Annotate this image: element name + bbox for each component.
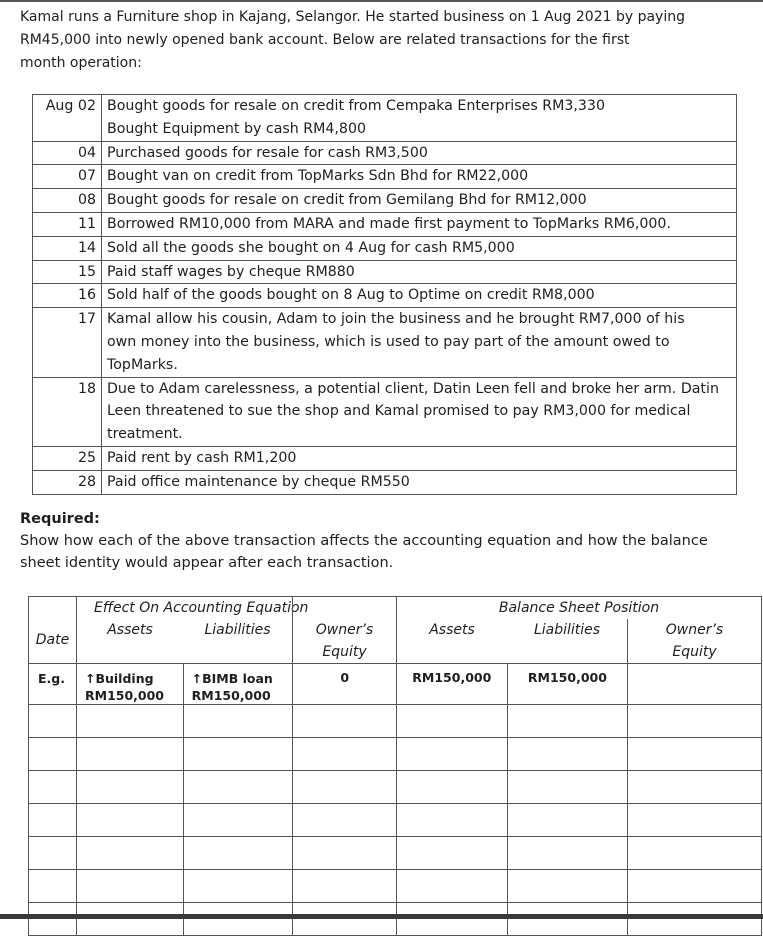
position-group-header [397,597,762,664]
answer-cell[interactable] [507,705,628,738]
answer-cell[interactable] [397,903,508,936]
answer-cell[interactable] [77,903,184,936]
answer-cell[interactable] [628,903,762,936]
transaction-date: 25 [33,446,102,470]
transaction-text: Borrowed RM10,000 from MARA and made first payment to TopMarks RM6,000. [102,212,737,236]
answer-cell[interactable] [507,771,628,804]
answer-row [29,804,762,837]
answer-cell[interactable] [77,870,184,903]
answer-cell[interactable] [628,837,762,870]
col-bs-equity-label-b: Equity [672,644,717,660]
answer-row [29,870,762,903]
col-assets-header: Assets [107,622,153,638]
transaction-date: 18 [33,377,102,446]
required-heading: Required: [20,511,100,527]
effect-group-title: Effect On Accounting Equation [94,600,309,616]
answer-row [29,705,762,738]
transaction-line: TopMarks. [107,356,178,373]
answer-cell[interactable] [29,870,77,903]
answer-cell[interactable] [507,903,628,936]
transaction-text [102,308,737,377]
answer-table [28,596,762,936]
answer-cell[interactable] [628,738,762,771]
answer-cell[interactable] [628,705,762,738]
effect-group-header [77,597,397,664]
col-bs-equity-label-a: Owner’s [665,622,724,638]
transaction-line: Bought Equipment by cash RM4,800 [107,120,367,137]
transaction-row [33,446,737,470]
transaction-row [33,284,737,308]
answer-cell[interactable] [293,837,397,870]
transaction-line: Kamal allow his cousin, Adam to join the business and he brought RM7,000 of his [107,311,685,328]
transaction-date: 17 [33,308,102,377]
transaction-date: 28 [33,470,102,494]
transaction-row [33,95,737,142]
answer-cell[interactable] [397,804,508,837]
transactions-table [32,94,737,495]
answer-cell[interactable] [183,903,293,936]
answer-row [29,837,762,870]
transaction-text: Bought van on credit from TopMarks Sdn Bhd for RM22,000 [102,165,737,189]
transaction-line: own money into the business, which is used to pay part of the amount owed to [107,333,670,350]
answer-cell[interactable] [628,771,762,804]
answer-cell[interactable] [507,837,628,870]
col-bs-equity-header [627,619,761,663]
answer-cell[interactable] [507,870,628,903]
col-date-header: Date [29,597,77,664]
transaction-row [33,377,737,446]
transaction-date: 11 [33,212,102,236]
transaction-text: Paid rent by cash RM1,200 [102,446,737,470]
answer-cell[interactable] [397,738,508,771]
transaction-row [33,470,737,494]
transaction-text: Sold all the goods she bought on 4 Aug for cash RM5,000 [102,236,737,260]
col-equity-header [292,597,396,663]
example-row [29,664,762,705]
answer-row [29,903,762,936]
col-liabilities-header: Liabilities [204,622,271,638]
transaction-text: Bought goods for resale on credit from Gemilang Bhd for RM12,000 [102,189,737,213]
answer-cell[interactable] [77,771,184,804]
col-equity-label-a: Owner’s [315,622,374,638]
answer-cell[interactable] [507,738,628,771]
transaction-text: Purchased goods for resale for cash RM3,500 [102,141,737,165]
answer-cell[interactable] [397,837,508,870]
example-liab-amount: RM150,000 [191,688,271,703]
transaction-text [102,95,737,142]
answer-cell[interactable] [507,804,628,837]
answer-cell[interactable] [183,738,293,771]
answer-cell[interactable] [77,738,184,771]
col-bs-liabilities-header: Liabilities [533,622,601,638]
position-group-title: Balance Sheet Position [498,600,660,616]
example-equity: 0 [293,664,397,705]
example-bs-liabilities: RM150,000 [507,664,628,705]
required-line-2: sheet identity would appear after each transaction. [20,555,394,571]
transaction-date: 16 [33,284,102,308]
answer-cell[interactable] [293,771,397,804]
answer-cell[interactable] [77,804,184,837]
answer-cell[interactable] [29,705,77,738]
answer-cell[interactable] [77,837,184,870]
example-assets [77,664,184,705]
transaction-line: Due to Adam carelessness, a potential client, Datin Leen fell and broke her arm. Datin [107,380,719,397]
example-assets-amount: RM150,000 [85,688,164,703]
transaction-row [33,308,737,377]
transaction-text: Paid office maintenance by cheque RM550 [102,470,737,494]
answer-cell[interactable] [77,705,184,738]
bottom-border [0,914,763,919]
transaction-row [33,212,737,236]
answer-cell[interactable] [29,903,77,936]
answer-cell[interactable] [183,771,293,804]
example-bs-assets: RM150,000 [397,664,508,705]
answer-cell[interactable] [183,870,293,903]
answer-header-row [29,597,762,664]
col-bs-assets-header: Assets [429,622,475,638]
transaction-date: 14 [33,236,102,260]
answer-cell[interactable] [628,870,762,903]
answer-cell[interactable] [397,705,508,738]
example-date: E.g. [29,664,77,705]
answer-cell[interactable] [293,870,397,903]
transaction-row [33,236,737,260]
answer-cell[interactable] [29,738,77,771]
transaction-date: 04 [33,141,102,165]
answer-cell[interactable] [293,705,397,738]
transaction-text: Sold half of the goods bought on 8 Aug to Optime on credit RM8,000 [102,284,737,308]
col-equity-label-b: Equity [322,644,367,660]
transaction-date: 07 [33,165,102,189]
intro-line-3: month operation: [20,55,142,71]
answer-cell[interactable] [29,837,77,870]
answer-cell[interactable] [293,903,397,936]
required-instructions [20,530,720,574]
intro-paragraph [20,6,720,75]
transaction-line: Bought goods for resale on credit from Cempaka Enterprises RM3,330 [107,98,605,114]
answer-cell[interactable] [628,804,762,837]
required-line-1: Show how each of the above transaction affects the accounting equation and how the balance [20,533,708,549]
answer-cell[interactable] [183,705,293,738]
top-border [0,0,763,2]
transaction-text: Paid staff wages by cheque RM880 [102,260,737,284]
answer-cell[interactable] [293,738,397,771]
example-bs-equity [628,664,762,705]
transaction-text [102,377,737,446]
example-assets-change: ↑Building [85,671,154,686]
transaction-row [33,260,737,284]
transaction-date: 08 [33,189,102,213]
transaction-date: Aug 02 [33,95,102,142]
example-liabilities [183,664,293,705]
transaction-row [33,141,737,165]
answer-cell[interactable] [397,771,508,804]
transaction-line: treatment. [107,426,183,443]
answer-cell[interactable] [293,804,397,837]
intro-line-1: Kamal runs a Furniture shop in Kajang, Selangor. He started business on 1 Aug 2021 by paying [20,9,685,25]
answer-cell[interactable] [29,771,77,804]
transaction-line: Leen threatened to sue the shop and Kamal promised to pay RM3,000 for medical [107,403,691,420]
answer-row [29,738,762,771]
answer-cell[interactable] [183,837,293,870]
answer-cell[interactable] [29,804,77,837]
answer-cell[interactable] [183,804,293,837]
transaction-row [33,165,737,189]
transaction-row [33,189,737,213]
transaction-date: 15 [33,260,102,284]
intro-line-2: RM45,000 into newly opened bank account. Below are related transactions for the first [20,32,630,48]
answer-cell[interactable] [397,870,508,903]
answer-row [29,771,762,804]
example-liab-change: ↑BIMB loan [191,671,273,686]
